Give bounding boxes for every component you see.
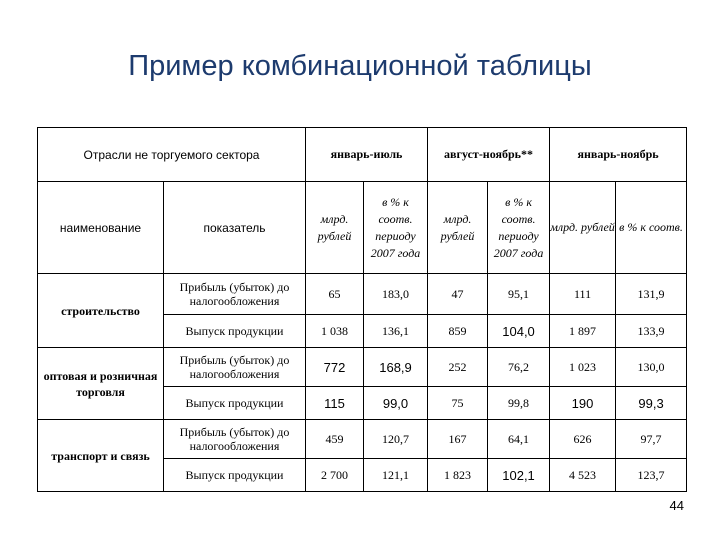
value-cell: 1 023	[550, 348, 616, 387]
table-row	[38, 274, 687, 315]
sub-header-1: млрд. рублей	[306, 182, 364, 274]
value-cell: 120,7	[364, 420, 428, 459]
value-cell: 4 523	[550, 459, 616, 492]
value-cell: 75	[428, 387, 488, 420]
value-cell: 167	[428, 420, 488, 459]
sector-header: Отрасли не торгуемого сектора	[38, 128, 306, 182]
indicator-cell: Выпуск продукции	[164, 387, 306, 420]
value-cell: 1 897	[550, 315, 616, 348]
value-cell: 133,9	[616, 315, 687, 348]
value-cell: 772	[306, 348, 364, 387]
period-header-3: январь-ноябрь	[550, 128, 687, 182]
table-row	[38, 420, 687, 459]
value-cell: 1 038	[306, 315, 364, 348]
indicator-cell: Прибыль (убыток) до налогообложения	[164, 420, 306, 459]
value-cell: 190	[550, 387, 616, 420]
value-cell: 1 823	[428, 459, 488, 492]
value-cell: 183,0	[364, 274, 428, 315]
sub-header-4: в % к соотв. периоду 2007 года	[488, 182, 550, 274]
value-cell: 47	[428, 274, 488, 315]
page-number: 44	[669, 498, 684, 513]
slide-title: Пример комбинационной таблицы	[128, 50, 592, 82]
value-cell: 252	[428, 348, 488, 387]
period-header-1: январь-июль	[306, 128, 428, 182]
sub-header-3: млрд. рублей	[428, 182, 488, 274]
value-cell: 64,1	[488, 420, 550, 459]
value-cell: 111	[550, 274, 616, 315]
value-cell: 65	[306, 274, 364, 315]
value-cell: 130,0	[616, 348, 687, 387]
indicator-column-header: показатель	[164, 182, 306, 274]
table-row	[38, 348, 687, 387]
indicator-cell: Выпуск продукции	[164, 315, 306, 348]
value-cell: 459	[306, 420, 364, 459]
value-cell: 168,9	[364, 348, 428, 387]
indicator-cell: Выпуск продукции	[164, 459, 306, 492]
sub-header-5: млрд. рублей	[550, 182, 616, 274]
sub-header-2: в % к соотв. периоду 2007 года	[364, 182, 428, 274]
value-cell: 123,7	[616, 459, 687, 492]
value-cell: 136,1	[364, 315, 428, 348]
value-cell: 99,8	[488, 387, 550, 420]
value-cell: 99,0	[364, 387, 428, 420]
sub-header-6: в % к соотв.	[616, 182, 687, 274]
branch-name: оптовая и розничная торговля	[38, 348, 164, 420]
value-cell: 102,1	[488, 459, 550, 492]
value-cell: 859	[428, 315, 488, 348]
value-cell: 104,0	[488, 315, 550, 348]
indicator-cell: Прибыль (убыток) до налогообложения	[164, 274, 306, 315]
value-cell: 95,1	[488, 274, 550, 315]
branch-name: транспорт и связь	[38, 420, 164, 492]
name-column-header: наименование	[38, 182, 164, 274]
combination-table	[37, 127, 687, 492]
value-cell: 2 700	[306, 459, 364, 492]
value-cell: 626	[550, 420, 616, 459]
value-cell: 97,7	[616, 420, 687, 459]
value-cell: 121,1	[364, 459, 428, 492]
value-cell: 99,3	[616, 387, 687, 420]
value-cell: 76,2	[488, 348, 550, 387]
period-header-2: август-ноябрь**	[428, 128, 550, 182]
indicator-cell: Прибыль (убыток) до налогообложения	[164, 348, 306, 387]
value-cell: 131,9	[616, 274, 687, 315]
value-cell: 115	[306, 387, 364, 420]
branch-name: строительство	[38, 274, 164, 348]
